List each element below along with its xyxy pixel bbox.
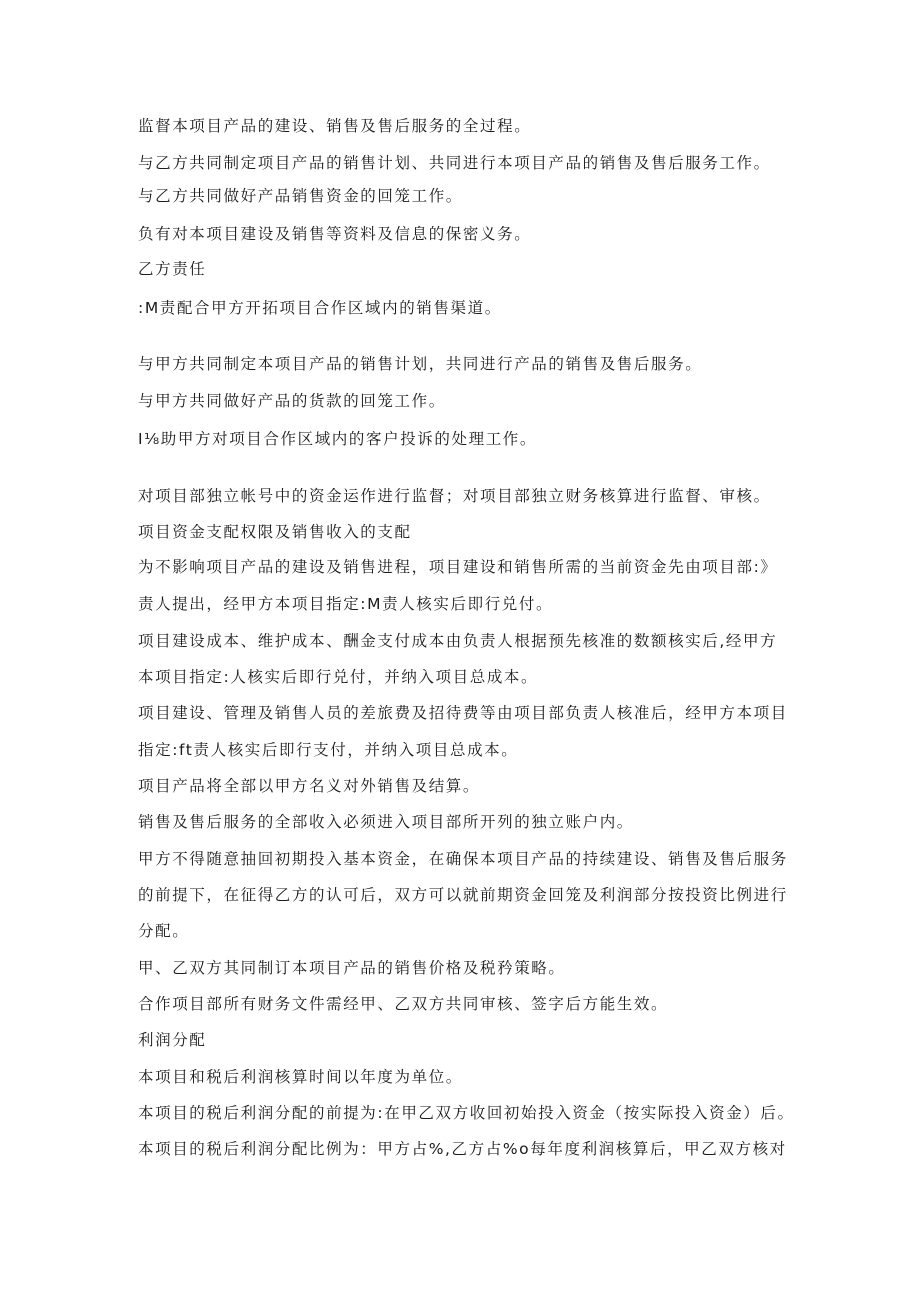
paragraph-line: 本项目和税后利润核算时间以年度为单位。 xyxy=(138,1068,463,1086)
paragraph-line: 为不影响项目产品的建设及销售进程，项目建设和销售所需的当前资金先由项目部:》 xyxy=(138,558,778,576)
paragraph-line: 指定:ft责人核实后即行支付，并纳入项目总成本。 xyxy=(138,741,519,759)
paragraph-line: 负有对本项目建设及销售等资料及信息的保密义务。 xyxy=(138,225,532,243)
paragraph-line: 与乙方共同做好产品销售资金的回笼工作。 xyxy=(138,187,463,205)
paragraph-line: 分配。 xyxy=(138,922,190,940)
paragraph-line: 项目建设、管理及销售人员的差旅费及招待费等由项目部负责人核准后，经甲方本项目 xyxy=(138,704,788,722)
paragraph-line: 甲、乙双方其同制订本项目产品的销售价格及税矜策略。 xyxy=(138,959,566,977)
paragraph-line: 本项目指定:人核实后即行兑付，并纳入项目总成本。 xyxy=(138,668,539,686)
paragraph-line: 责人提出，经甲方本项目指定:M责人核实后即行兑付。 xyxy=(138,595,554,613)
paragraph-line: 对项目部独立帐号中的资金运作进行监督；对项目部独立财务核算进行监督、审核。 xyxy=(138,487,771,505)
paragraph-line: 甲方不得随意抽回初期投入基本资金，在确保本项目产品的持续建设、销售及售后服务 xyxy=(138,850,788,868)
paragraph-line: 本项目的税后利润分配的前提为:在甲乙双方收回初始投入资金（按实际投入资金）后。 xyxy=(138,1104,795,1122)
paragraph-line: 的前提下，在征得乙方的认可后，双方可以就前期资金回笼及利润部分按投资比例进行 xyxy=(138,886,788,904)
section-heading: 利润分配 xyxy=(138,1031,207,1049)
section-heading: 项目资金支配权限及销售收入的支配 xyxy=(138,523,412,541)
paragraph-line: 与甲方共同做好产品的货款的回笼工作。 xyxy=(138,392,446,410)
paragraph-line: 与乙方共同制定项目产品的销售计划、共同进行本项目产品的销售及售后服务工作。 xyxy=(138,154,771,172)
paragraph-line: :M责配合甲方开拓项目合作区域内的销售渠道。 xyxy=(138,299,502,317)
paragraph-line: 项目产品将全部以甲方名义对外销售及结算。 xyxy=(138,777,481,795)
paragraph-line: 与甲方共同制定本项目产品的销售计划，共同进行产品的销售及售后服务。 xyxy=(138,355,703,373)
paragraph-line: 合作项目部所有财务文件需经甲、乙双方共同审核、签字后方能生效。 xyxy=(138,995,669,1013)
section-heading: 乙方责任 xyxy=(138,260,207,278)
paragraph-line: 销售及售后服务的全部收入必须进入项目部所开列的独立账户内。 xyxy=(138,813,634,831)
paragraph-line: 本项目的税后利润分配比例为：甲方占%,乙方占%o每年度利润核算后，甲乙双方核对 xyxy=(138,1140,787,1158)
paragraph-line: I⅛助甲方对项目合作区域内的客户投诉的处理工作。 xyxy=(138,430,537,448)
paragraph-line: 项目建设成本、维护成本、酬金支付成本由负责人根据预先核准的数额核实后,经甲方 xyxy=(138,632,778,650)
paragraph-line: 监督本项目产品的建设、销售及售后服务的全过程。 xyxy=(138,117,532,135)
